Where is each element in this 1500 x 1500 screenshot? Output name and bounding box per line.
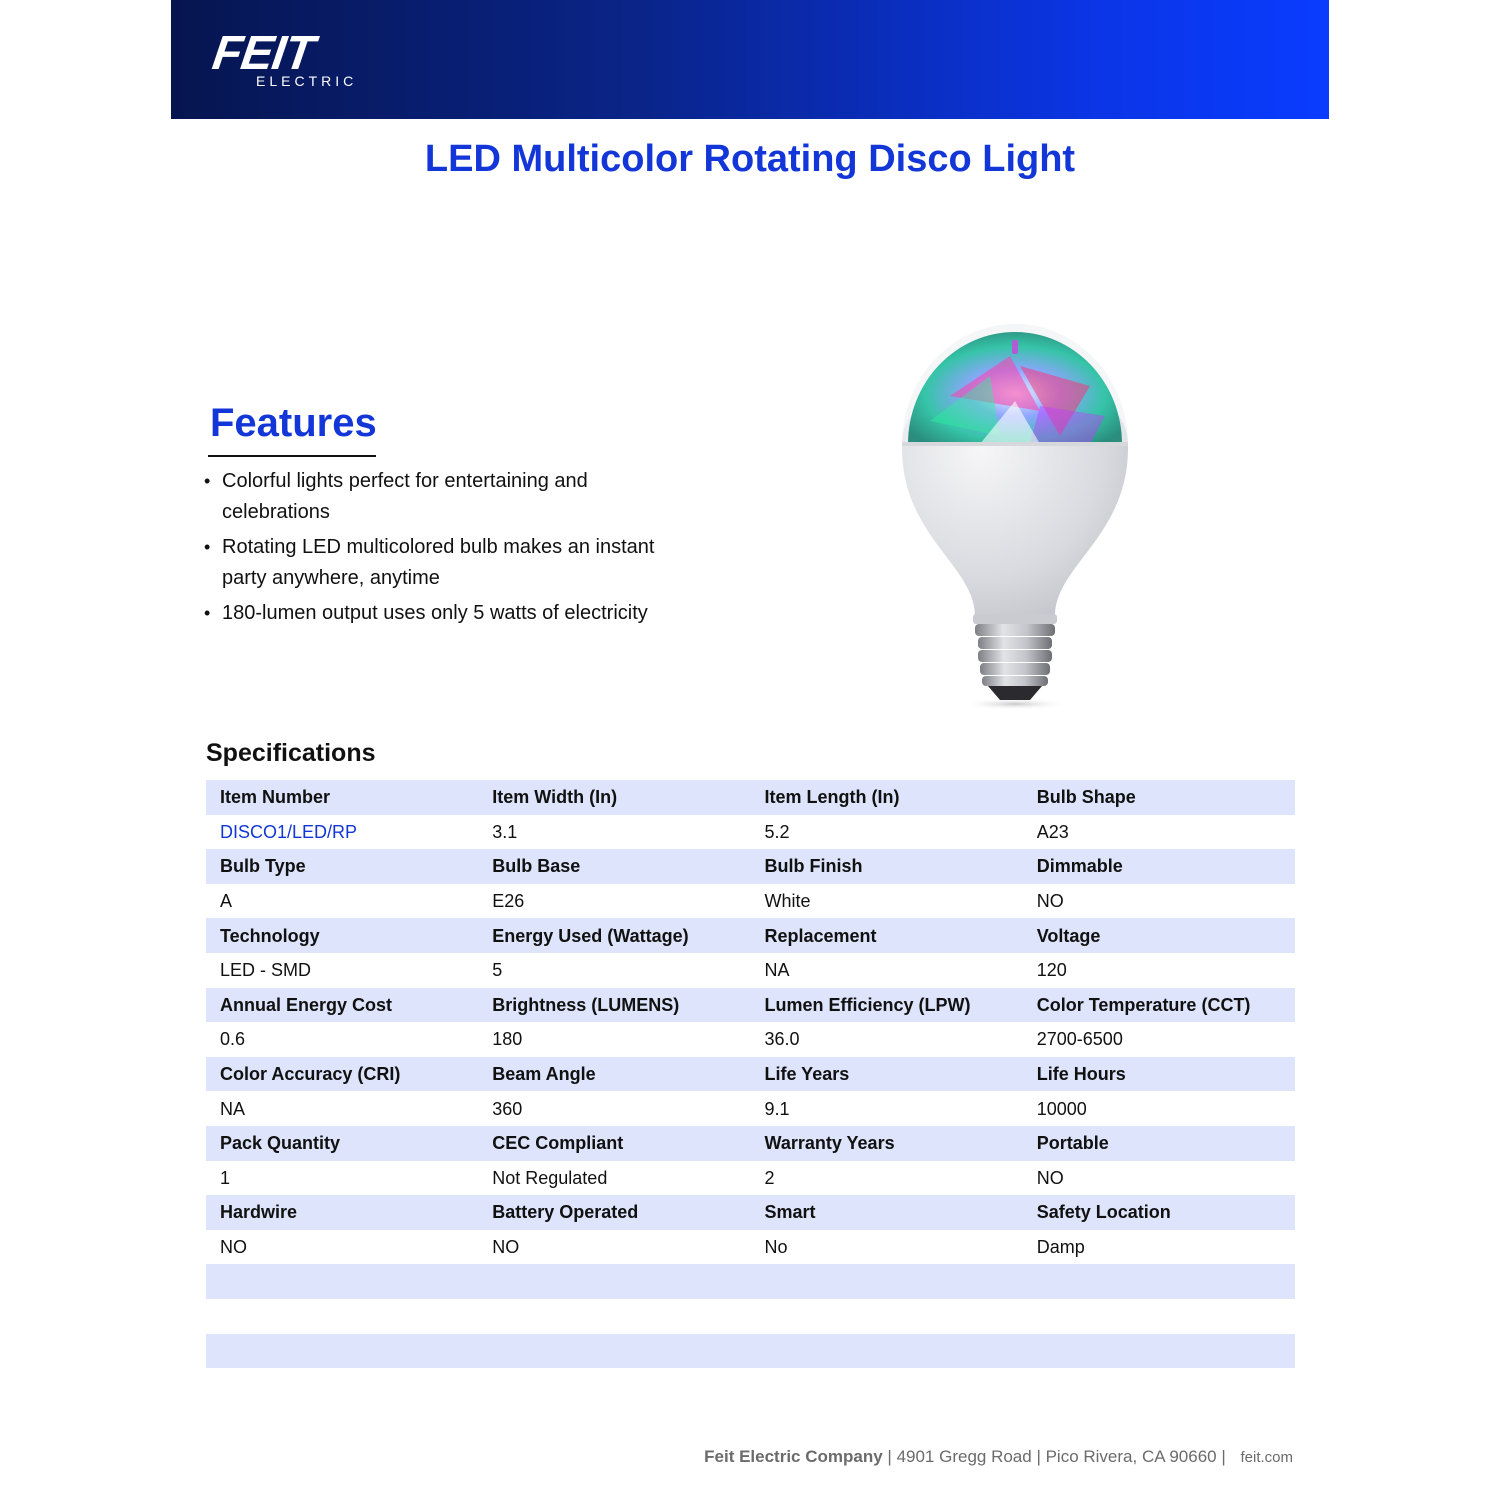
spec-label-cell: Portable <box>1036 1133 1109 1154</box>
spec-label-cell: Smart <box>764 1202 816 1223</box>
spec-label-cell: Color Temperature (CCT) <box>1036 994 1251 1015</box>
spec-value-cell: NO <box>492 1237 520 1258</box>
spec-value-cell: A <box>220 891 233 912</box>
feature-item: • Rotating LED multicolored bulb makes an instant party anywhere, anytime <box>200 532 700 594</box>
spec-label-row <box>206 918 1295 953</box>
spec-value-cell: NO <box>1036 1167 1064 1188</box>
header-band <box>171 0 1329 119</box>
spec-label-row <box>206 849 1295 884</box>
spec-label-cell: Dimmable <box>1036 856 1123 877</box>
spec-label-cell: Battery Operated <box>492 1202 639 1223</box>
spec-value-cell: NO <box>1036 891 1064 912</box>
features-heading: Features <box>210 401 377 445</box>
disco-bulb-icon <box>890 316 1140 716</box>
footer-company: Feit Electric Company <box>704 1447 883 1466</box>
feature-item: • 180-lumen output uses only 5 watts of electricity <box>200 598 700 629</box>
spec-label-cell: CEC Compliant <box>492 1133 624 1154</box>
spec-value-cell: Damp <box>1036 1237 1085 1258</box>
spec-label-cell: Bulb Finish <box>764 856 863 877</box>
feature-item: • Colorful lights perfect for entertaining and celebrations <box>200 466 700 528</box>
spec-value-cell: 9.1 <box>764 1098 790 1119</box>
spec-value-cell: 0.6 <box>220 1029 246 1050</box>
footer-website-link[interactable]: feit.com <box>1240 1449 1293 1466</box>
spec-value-cell: NA <box>220 1098 246 1119</box>
footer <box>704 1446 1293 1469</box>
spec-value-cell: NO <box>220 1237 247 1258</box>
footer-address: | 4901 Gregg Road | Pico Rivera, CA 90660 | <box>882 1447 1231 1466</box>
specifications-table <box>206 780 1295 1368</box>
spec-value-row <box>206 884 1295 919</box>
spec-value-row <box>206 1161 1295 1196</box>
spec-label-cell: Beam Angle <box>492 1064 596 1085</box>
spec-label-cell: Color Accuracy (CRI) <box>220 1064 401 1085</box>
spec-label-cell: Lumen Efficiency (LPW) <box>764 994 971 1015</box>
features-underline <box>208 455 376 457</box>
spec-label-row <box>206 1195 1295 1230</box>
spec-value-cell: 2 <box>764 1167 775 1188</box>
spec-label-cell: Bulb Base <box>492 856 581 877</box>
spec-label-cell: Hardwire <box>220 1202 298 1223</box>
spec-value-cell: 180 <box>492 1029 523 1050</box>
spec-label-cell: Item Width (In) <box>492 787 618 808</box>
spec-label-cell: Bulb Shape <box>1036 787 1136 808</box>
spec-empty-row <box>206 1299 1295 1334</box>
spec-value-row <box>206 1091 1295 1126</box>
spec-value-cell: 120 <box>1036 960 1067 981</box>
item-number-link[interactable]: DISCO1/LED/RP <box>220 821 358 842</box>
spec-value-cell: E26 <box>492 891 525 912</box>
spec-value-row <box>206 1022 1295 1057</box>
spec-value-cell: No <box>764 1237 788 1258</box>
spec-value-cell: 5.2 <box>764 821 790 842</box>
spec-value-cell: White <box>764 891 811 912</box>
spec-value-cell: 36.0 <box>764 1029 800 1050</box>
feit-electric-logo <box>209 27 381 90</box>
features-list <box>200 466 700 633</box>
spec-label-cell: Bulb Type <box>220 856 306 877</box>
spec-value-cell: Not Regulated <box>492 1167 608 1188</box>
spec-value-cell: 1 <box>220 1167 231 1188</box>
spec-label-row <box>206 988 1295 1023</box>
spec-value-cell: 3.1 <box>492 821 518 842</box>
logo-subtitle: ELECTRIC <box>256 73 358 89</box>
logo-wordmark: FEIT <box>209 27 317 80</box>
spec-value-cell: 10000 <box>1036 1098 1087 1119</box>
spec-label-cell: Brightness (LUMENS) <box>492 994 680 1015</box>
spec-label-cell: Item Number <box>220 787 331 808</box>
spec-label-row <box>206 780 1295 815</box>
spec-label-cell: Annual Energy Cost <box>220 994 393 1015</box>
spec-value-row <box>206 1230 1295 1265</box>
spec-value-cell: LED - SMD <box>220 960 312 981</box>
spec-label-cell: Life Hours <box>1036 1064 1126 1085</box>
spec-label-cell: Energy Used (Wattage) <box>492 925 689 946</box>
spec-value-row <box>206 953 1295 988</box>
spec-label-row <box>206 1057 1295 1092</box>
spec-label-cell: Life Years <box>764 1064 850 1085</box>
spec-value-cell: 5 <box>492 960 503 981</box>
spec-value-cell: NA <box>764 960 790 981</box>
spec-label-cell: Safety Location <box>1036 1202 1171 1223</box>
spec-label-cell: Warranty Years <box>764 1133 895 1154</box>
spec-value-row <box>206 815 1295 850</box>
spec-empty-row <box>206 1264 1295 1299</box>
spec-label-cell: Item Length (In) <box>764 787 900 808</box>
spec-value-cell: A23 <box>1036 821 1069 842</box>
spec-label-cell: Technology <box>220 925 320 946</box>
spec-label-cell: Voltage <box>1036 925 1101 946</box>
spec-label-cell: Replacement <box>764 925 877 946</box>
spec-label-cell: Pack Quantity <box>220 1133 341 1154</box>
product-title: LED Multicolor Rotating Disco Light <box>424 138 1076 180</box>
spec-value-cell: 2700-6500 <box>1036 1029 1123 1050</box>
spec-label-row <box>206 1126 1295 1161</box>
spec-value-cell: 360 <box>492 1098 523 1119</box>
specifications-heading: Specifications <box>206 739 376 767</box>
spec-empty-row <box>206 1334 1295 1369</box>
